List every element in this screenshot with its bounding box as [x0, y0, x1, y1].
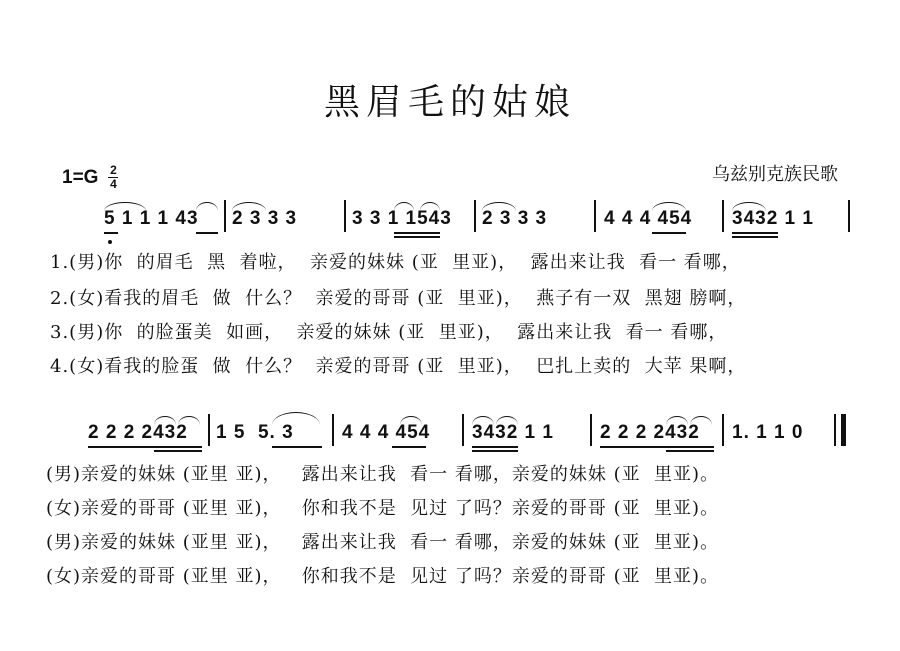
measure-1-3: 3 3 1 1543 [352, 208, 452, 229]
song-origin: 乌兹别克族民歌 [712, 164, 838, 185]
measure-1-5: 4 4 4 454 [604, 208, 693, 229]
measure-2-4: 3432 1 1 [472, 422, 554, 443]
lyric-2-3: (男)亲爱的妹妹 (亚里 亚)， 露出来让我 看一 看哪，亲爱的妹妹 (亚 里亚)。 [46, 532, 720, 553]
time-signature-top: 2 [110, 163, 117, 177]
barline [224, 200, 226, 232]
barline [208, 414, 210, 446]
staff-line-1 [0, 208, 900, 238]
barline [474, 200, 476, 232]
barline [834, 414, 836, 446]
lyric-1-4: 4.(女)看我的脸蛋 做 什么？ 亲爱的哥哥 (亚 里亚)， 巴扎上卖的 大苹 果啊， [50, 356, 747, 377]
measure-2-5: 2 2 2 2432 [600, 422, 700, 443]
barline [848, 200, 850, 232]
key-signature [62, 165, 118, 190]
measure-2-2: 1 5 5. 3 [216, 422, 294, 443]
barline [594, 200, 596, 232]
lyric-2-2: (女)亲爱的哥哥 (亚里 亚)， 你和我不是 见过 了吗？亲爱的哥哥 (亚 里亚)。 [46, 498, 720, 519]
time-signature [108, 165, 118, 190]
lyric-2-4: (女)亲爱的哥哥 (亚里 亚)， 你和我不是 见过 了吗？亲爱的哥哥 (亚 里亚)。 [46, 566, 720, 587]
barline [332, 414, 334, 446]
time-signature-bottom: 4 [110, 177, 117, 191]
lyric-1-1: 1.(男)你 的眉毛 黑 着啦， 亲爱的妹妹 (亚 里亚)， 露出来让我 看一 看哪， [50, 252, 741, 273]
key-label: 1=G [62, 166, 99, 188]
barline [344, 200, 346, 232]
lyric-1-2: 2.(女)看我的眉毛 做 什么？ 亲爱的哥哥 (亚 里亚)， 燕子有一双 黑翅 膀啊， [50, 288, 747, 309]
end-barline [841, 414, 846, 446]
measure-1-2: 2 3 3 3 [232, 208, 298, 229]
barline [462, 414, 464, 446]
lyric-2-1: (男)亲爱的妹妹 (亚里 亚)， 露出来让我 看一 看哪，亲爱的妹妹 (亚 里亚)。 [46, 464, 720, 485]
measure-1-6: 3432 1 1 [732, 208, 814, 229]
barline [590, 414, 592, 446]
measure-2-3: 4 4 4 454 [342, 422, 431, 443]
barline [722, 200, 724, 232]
measure-2-6: 1. 1 1 0 [732, 422, 804, 443]
measure-2-1: 2 2 2 2432 [88, 422, 188, 443]
measure-1-4: 2 3 3 3 [482, 208, 548, 229]
barline [722, 414, 724, 446]
staff-line-2 [0, 422, 900, 452]
lyric-1-3: 3.(男)你 的脸蛋美 如画， 亲爱的妹妹 (亚 里亚)， 露出来让我 看一 看哪， [50, 322, 728, 343]
song-title: 黑眉毛的姑娘 [323, 82, 576, 123]
measure-1-1: 5 1 1 1 43 [104, 208, 199, 229]
